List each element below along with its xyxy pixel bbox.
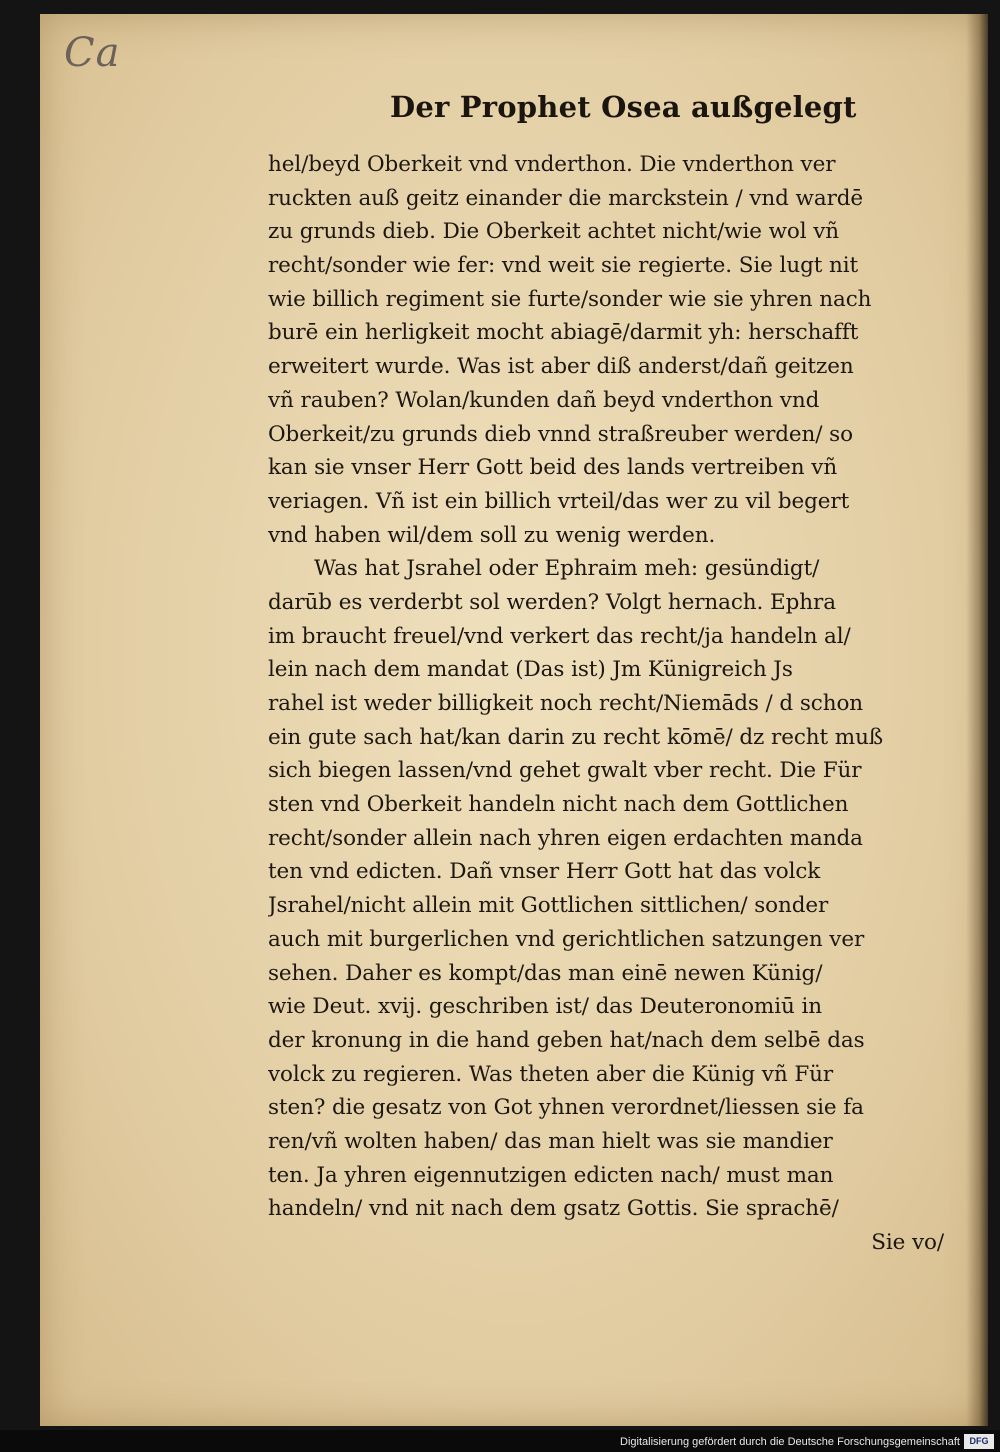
running-head: Der Prophet Osea außgelegt — [390, 90, 857, 124]
text-line: volck zu regieren. Was theten aber die Künig vñ Für — [268, 1061, 834, 1087]
body-text — [268, 148, 968, 1260]
text-line: sten vnd Oberkeit handeln nicht nach dem Gottlichen — [268, 792, 849, 818]
dfg-logo: DFG — [964, 1434, 994, 1449]
text-line: Oberkeit/zu grunds dieb vnnd straßreuber werden/ so — [268, 421, 853, 447]
signature-mark: Ca — [64, 30, 121, 76]
text-line: ren/vñ wolten haben/ das man hielt was sie mandier — [268, 1128, 833, 1154]
catchword: Sie vo/ — [871, 1230, 944, 1255]
text-line: auch mit burgerlichen vnd gerichtlichen satzungen ver — [268, 926, 865, 952]
text-line: vnd haben wil/dem soll zu wenig werden. — [268, 522, 716, 548]
text-line: sich biegen lassen/vnd gehet gwalt vber recht. Die Für — [268, 758, 862, 784]
text-line: im braucht freuel/vnd verkert das recht/ja handeln al/ — [268, 623, 851, 649]
text-line: wie billich regiment sie furte/sonder wie sie yhren nach — [268, 286, 872, 312]
text-line: vñ rauben? Wolan/kunden dañ beyd vnderthon vnd — [268, 387, 820, 413]
text-line: veriagen. Vñ ist ein billich vrteil/das wer zu vil begert — [268, 488, 850, 514]
text-line: ein gute sach hat/kan darin zu recht kōmē/ dz recht muß — [268, 724, 884, 750]
text-line: wie Deut. xvij. geschriben ist/ das Deuteronomiū in — [268, 994, 822, 1020]
funding-notice: Digitalisierung gefördert durch die Deutsche Forschungsgemeinschaft — [620, 1436, 960, 1448]
footer-bar — [0, 1430, 1000, 1452]
text-line: recht/sonder wie fer: vnd weit sie regierte. Sie lugt nit — [268, 253, 859, 279]
text-line: darūb es verderbt sol werden? Volgt hernach. Ephra — [268, 589, 836, 615]
text-line: ten. Ja yhren eigennutzigen edicten nach/ must man — [268, 1162, 834, 1188]
text-line: ten vnd edicten. Dañ vnser Herr Gott hat das volck — [268, 859, 821, 885]
text-line: ruckten auß geitz einander die marckstein / vnd wardē — [268, 185, 864, 211]
text-line: burē ein herligkeit mocht abiagē/darmit yh: herschafft — [268, 320, 859, 346]
page-spine-shadow — [966, 14, 988, 1426]
text-line: Jsrahel/nicht allein mit Gottlichen sittlichen/ sonder — [268, 893, 829, 919]
text-line: handeln/ vnd nit nach dem gsatz Gottis. Sie sprachē/ — [268, 1196, 839, 1222]
text-line: hel/beyd Oberkeit vnd vnderthon. Die vnderthon ver — [268, 152, 836, 177]
text-line: sten? die gesatz von Got yhnen verordnet/liessen sie fa — [268, 1095, 864, 1121]
text-line: sehen. Daher es kompt/das man einē newen Künig/ — [268, 960, 823, 986]
paragraph-start-line: Was hat Jsrahel oder Ephraim meh: gesündigt/ — [314, 556, 820, 582]
book-page — [40, 14, 988, 1426]
text-line: rahel ist weder billigkeit noch recht/Niemāds / d schon — [268, 691, 864, 716]
text-line: lein nach dem mandat (Das ist) Jm Künigreich Js — [268, 657, 793, 683]
text-line: erweitert wurde. Was ist aber diß anderst/dañ geitzen — [268, 354, 854, 380]
text-line: zu grunds dieb. Die Oberkeit achtet nicht/wie wol vñ — [268, 219, 840, 245]
text-line: recht/sonder allein nach yhren eigen erdachten manda — [268, 825, 863, 851]
text-line: kan sie vnser Herr Gott beid des lands vertreiben vñ — [268, 455, 838, 481]
text-line: der kronung in die hand geben hat/nach dem selbē das — [268, 1027, 865, 1053]
